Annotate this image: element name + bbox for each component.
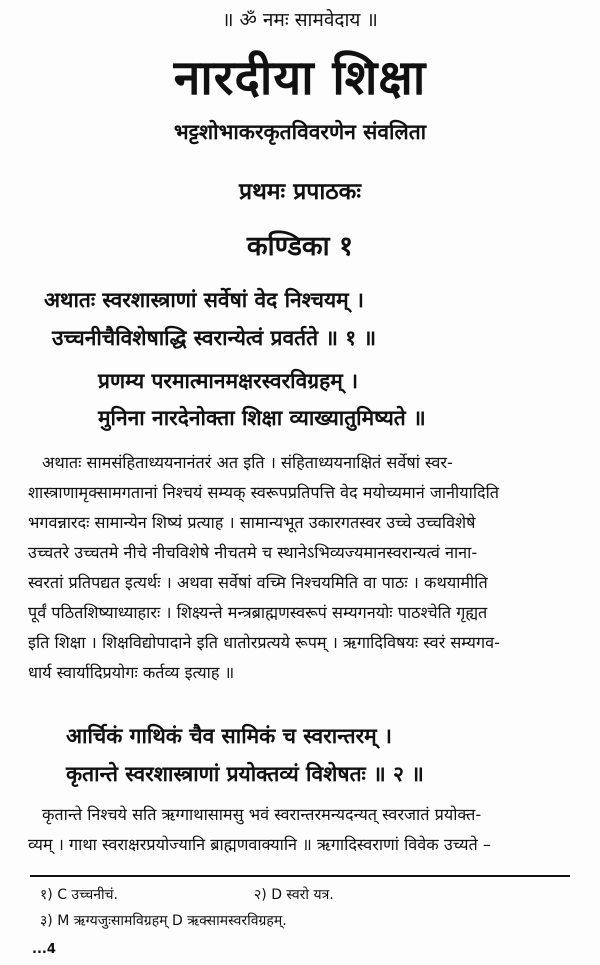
commentary-line: पूर्वं पठितशिष्याध्याहारः । शिक्ष्यन्ते मन्त्रब्राह्मणस्वरूपं सम्यगनयोः पाठश्चेति गृह्यत [28,603,488,622]
footnote: २) D स्वरो यत्र. [254,887,334,903]
commentary-paragraph [28,448,584,688]
verse-line: मुनिना नारदेनोक्ता शिक्षा व्याख्यातुमिष्यते ॥ [98,406,426,430]
footnote: ३) M ऋग्यजुःसामविग्रहम् D ऋक्सामस्वरविग्रहम्. [40,913,287,929]
verse-line: कृतान्ते स्वरशास्त्राणां प्रयोक्तव्यं विशेषतः ॥ २ ॥ [66,762,424,786]
footnote: १) C उच्चनीचं. [40,887,118,903]
footnote-divider [30,875,570,877]
chapter-heading: प्रथमः प्रपाठकः [239,179,361,205]
commentary-line: इति शिक्षा । शिक्षविद्योपादाने इति धातोरप्रत्यये रूपम् । ऋगादिविषयः स्वरं सम्यगव- [28,633,500,652]
invocation: ॥ ॐ नमः सामवेदाय ॥ [222,9,378,31]
page-title: नारदीया शिक्षा [173,50,427,106]
commentary-line: व्यम् । गाथा स्वराक्षरप्रयोज्यानि ब्राह्मणवाक्यानि ॥ ऋगादिस्वराणां विवेक उच्यते – [28,835,491,854]
commentary-line: भगवन्नारदः सामान्येन शिष्यं प्रत्याह । सामान्यभूत उकारगतस्वर उच्चे उच्चविशेषे [28,513,476,532]
verse-line: अथातः स्वरशास्त्राणां सर्वेषां वेद निश्चयम् । [44,288,364,312]
verse-line: उच्चनीचैविशेषाद्धि स्वरान्येत्वं प्रवर्तते ॥ १ ॥ [52,326,377,350]
commentary-paragraph [28,800,584,860]
commentary-line: शास्त्राणामृक्सामगतानां निश्चयं सम्यक् स्वरूपप्रतिपत्ति वेद मयोच्यमानं जानीयादिति [28,483,500,502]
commentary-line: स्वरतां प्रतिपद्यत इत्यर्थः । अथवा सर्वेषां वच्मि निश्चयमिति वा पाठः । कथयामीति [28,573,488,592]
verse-line: प्रणम्य परमात्मानमक्षरस्वरविग्रहम् । [98,369,359,393]
commentary-line: उच्चतरे उच्चतमे नीचे नीचविशेषे नीचतमे च स्थानेऽभिव्यज्यमानस्वरान्यत्वं नाना- [28,543,478,562]
subtitle: भट्टशोभाकरकृतविवरणेन संवलिता [173,120,427,144]
section-heading: कण्डिका १ [246,231,354,262]
page-signature: ...4 [32,942,56,957]
verse-line: आर्चिकं गाथिकं चैव सामिकं च स्वरान्तरम् । [66,724,393,748]
commentary-line: कृतान्ते निश्चये सति ऋग्गाथासामसु भवं स्वरान्तरमन्यदन्यत् स्वरजातं प्रयोक्त- [42,805,482,824]
commentary-line: धार्य स्वार्यादिप्रयोगः कर्तव्य इत्याह ॥ [28,663,235,682]
commentary-line: अथातः सामसंहिताध्ययनानंतरं अत इति । संहिताध्ययनाक्षितं सर्वेषां स्वर- [42,453,453,472]
